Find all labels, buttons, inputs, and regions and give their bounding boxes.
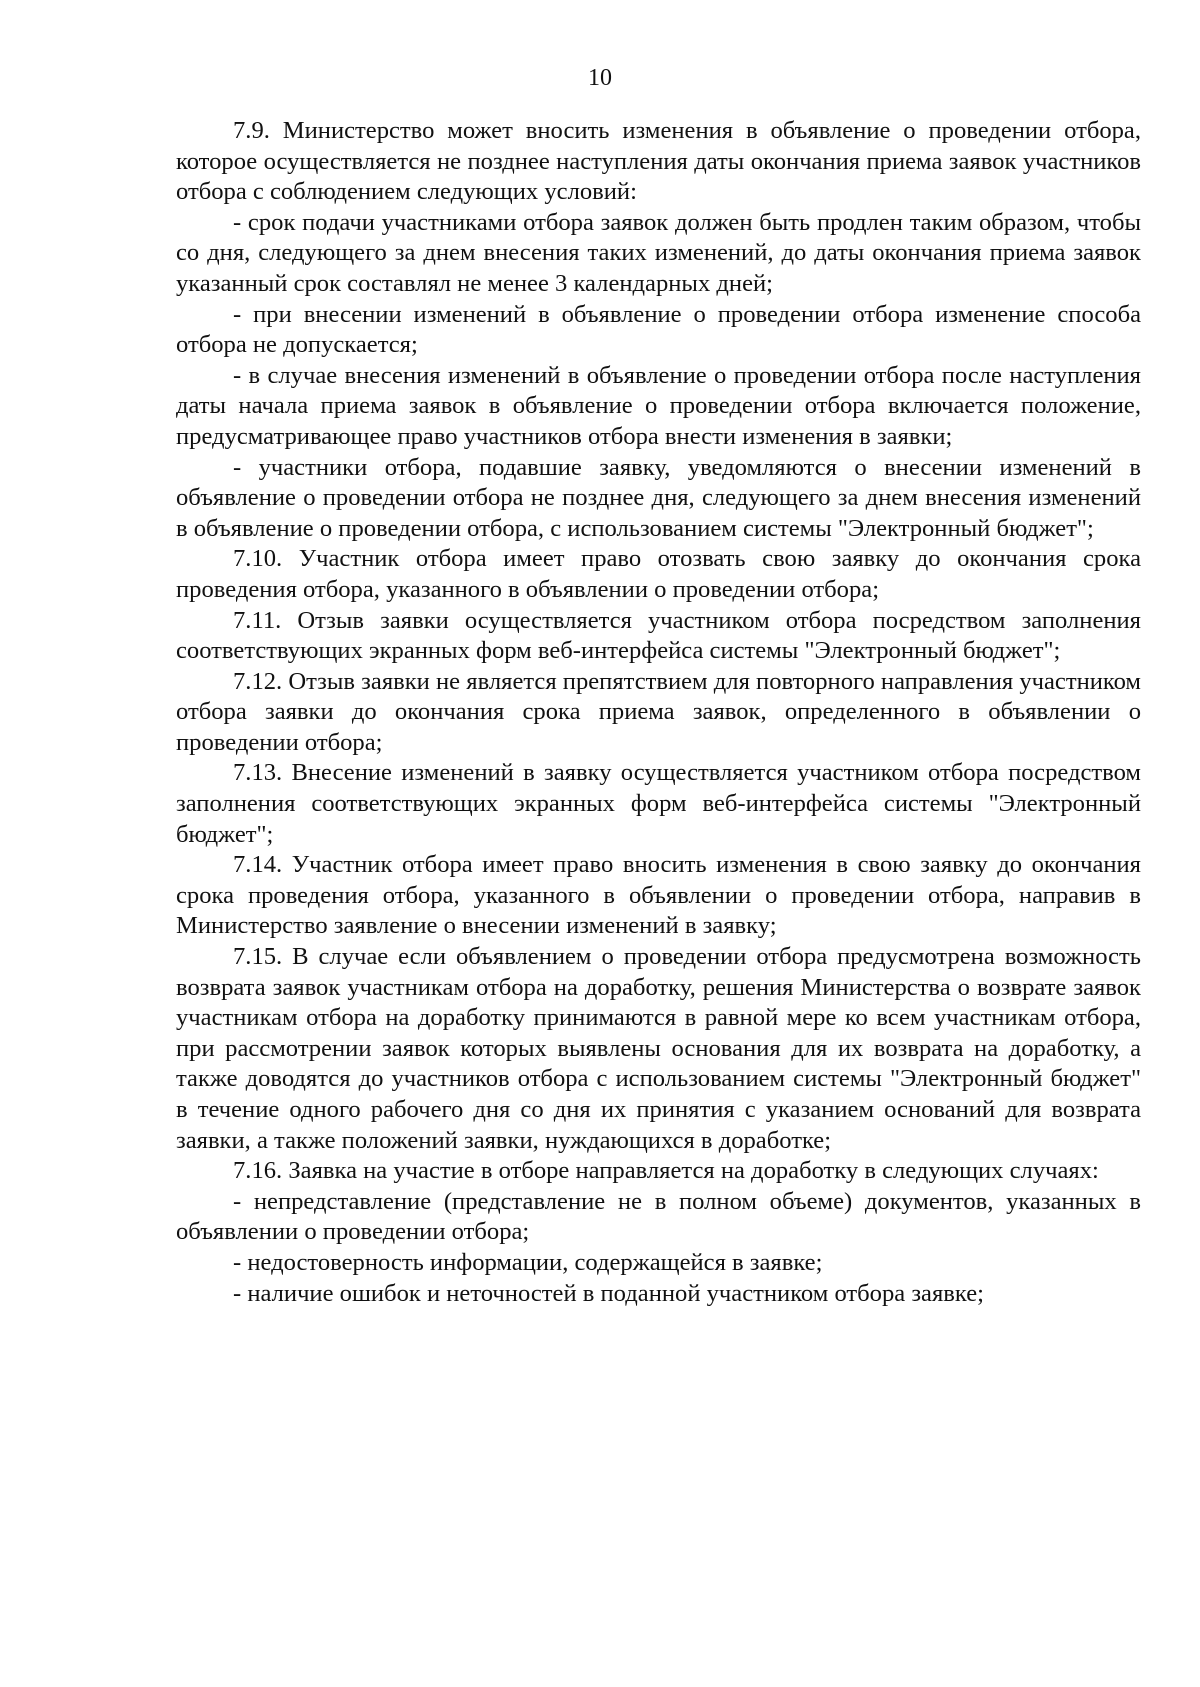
paragraph-7-15: 7.15. В случае если объявлением о проведении отбора предусмотрена возможность возврата заявок участникам отбора на доработку, решения Министерства о возврате заявок участникам отбора на доработку принимаются в равной мере ко всем участникам отбора, при рассмотрении заявок которых выявлены основания для их возврата на доработку, а также доводятся до участников отбора с использованием системы "Электронный бюджет" в течение одного рабочего дня со дня их принятия с указанием оснований для возврата заявки, а также положений заявки, нуждающихся в доработке;: [176, 943, 1141, 1154]
list-item-method-change: - при внесении изменений в объявление о проведении отбора изменение способа отбора не допускается;: [176, 300, 1141, 359]
paragraph-7-16: 7.16. Заявка на участие в отборе направляется на доработку в следующих случаях:: [233, 1157, 1099, 1185]
list-item-notification: - участники отбора, подавшие заявку, уведомляются о внесении изменений в объявление о проведении отбора не позднее дня, следующего за днем внесения изменений в объявление о проведении отбора, с использованием системы "Электронный бюджет";: [176, 453, 1141, 542]
paragraph-7-13: 7.13. Внесение изменений в заявку осуществляется участником отбора посредством заполнения соответствующих экранных форм веб-интерфейса системы "Электронный бюджет";: [176, 759, 1141, 848]
list-item-errors: - наличие ошибок и неточностей в поданной участником отбора заявке;: [233, 1279, 984, 1307]
paragraph-7-9: 7.9. Министерство может вносить изменения в объявление о проведении отбора, которое осуществляется не позднее наступления даты окончания приема заявок участников отбора с соблюдением следующих условий:: [176, 117, 1141, 206]
page-number: 10: [588, 65, 612, 91]
paragraph-7-12: 7.12. Отзыв заявки не является препятствием для повторного направления участником отбора заявки до окончания срока приема заявок, определенного в объявлении о проведении отбора;: [176, 667, 1141, 756]
list-item-participant-rights: - в случае внесения изменений в объявление о проведении отбора после наступления даты начала приема заявок в объявление о проведении отбора включается положение, предусматривающее право участников отбора внести изменения в заявки;: [176, 361, 1141, 450]
paragraph-7-11: 7.11. Отзыв заявки осуществляется участником отбора посредством заполнения соответствующих экранных форм веб-интерфейса системы "Электронный бюджет";: [176, 606, 1141, 665]
list-item-deadline-extension: - срок подачи участниками отбора заявок должен быть продлен таким образом, чтобы со дня, следующего за днем внесения таких изменений, до даты окончания приема заявок указанный срок составлял не менее 3 календарных дней;: [176, 208, 1141, 297]
document-body: [176, 116, 1141, 1309]
paragraph-7-14: 7.14. Участник отбора имеет право вносить изменения в свою заявку до окончания срока проведения отбора, указанного в объявлении о проведении отбора, направив в Министерство заявление о внесении изменений в заявку;: [176, 851, 1141, 940]
paragraph-7-10: 7.10. Участник отбора имеет право отозвать свою заявку до окончания срока проведения отбора, указанного в объявлении о проведении отбора;: [176, 545, 1141, 603]
list-item-unreliable-info: - недостоверность информации, содержащейся в заявке;: [233, 1248, 823, 1276]
list-item-missing-documents: - непредставление (представление не в полном объеме) документов, указанных в объявлении о проведении отбора;: [176, 1187, 1141, 1246]
